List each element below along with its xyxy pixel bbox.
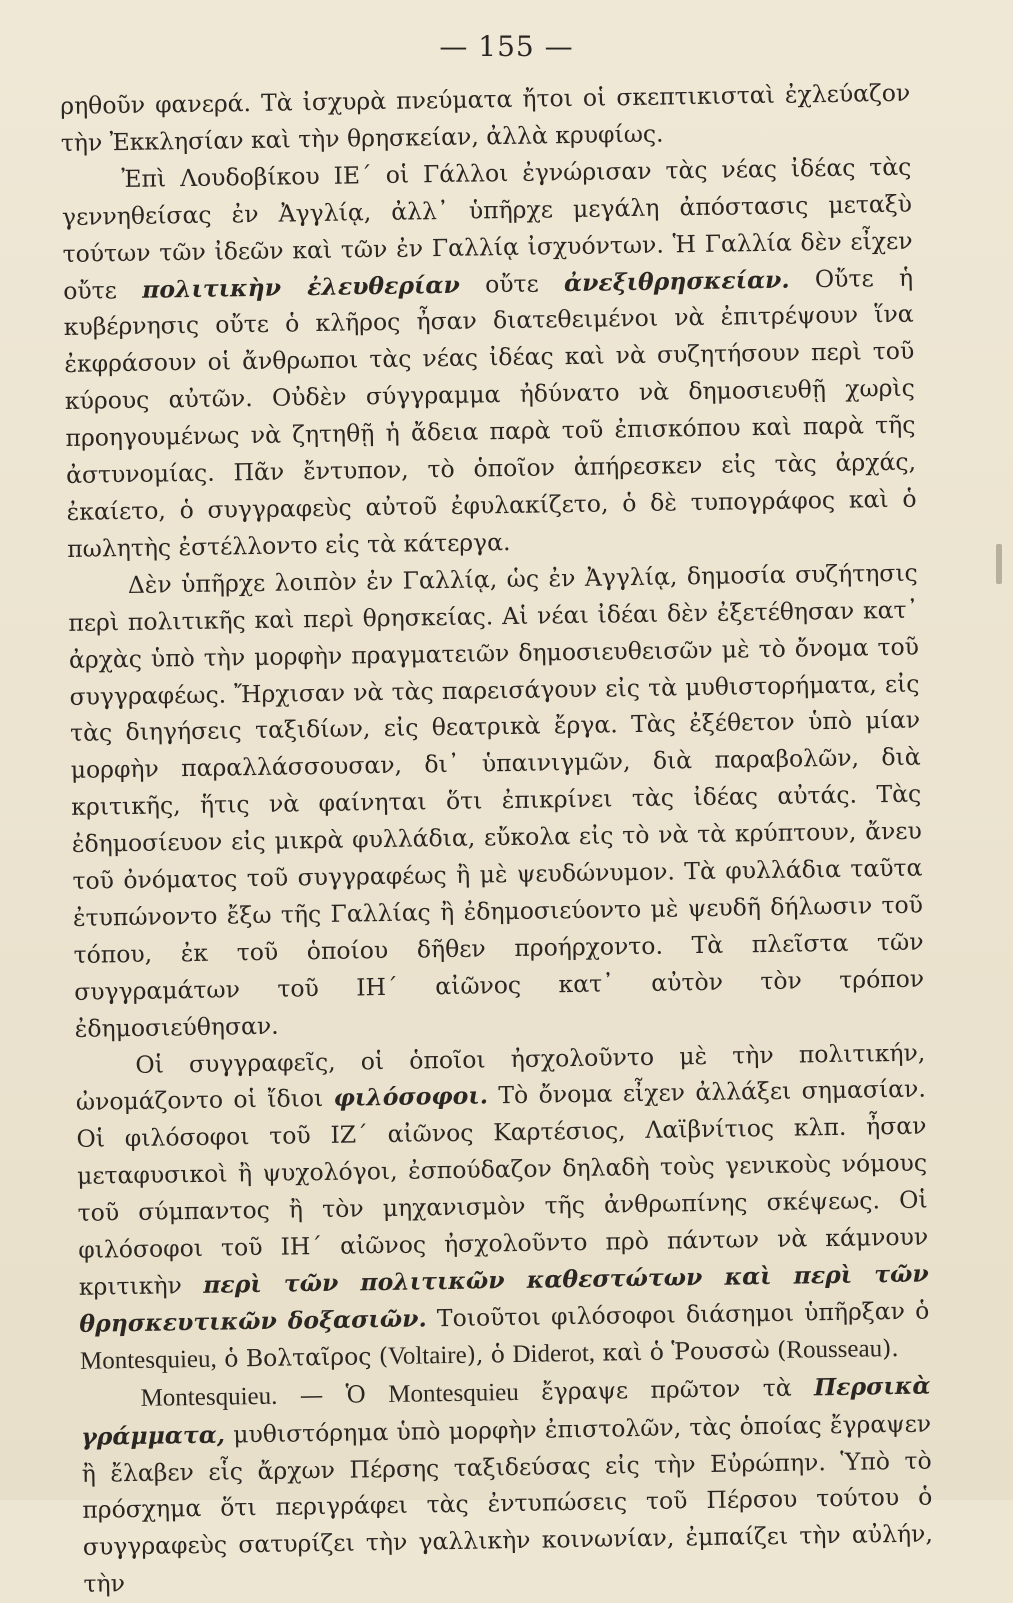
name-montesquieu: Montesquieu	[388, 1378, 519, 1408]
paragraph-5	[80, 1367, 933, 1603]
section-heading-montesquieu: Montesquieu.	[140, 1382, 278, 1412]
emphasis-philosophers: φιλόσοφοι.	[333, 1081, 489, 1113]
paragraph-4-text: ), ὁ	[466, 1339, 506, 1369]
emphasis-persian-letters: Περσικὰ γράμματα,	[80, 1371, 931, 1451]
paragraph-5-text: ἔγραψε πρῶτον τὰ	[540, 1373, 792, 1406]
paragraph-4	[75, 1034, 930, 1380]
paragraph-2-text: οὔτε	[484, 269, 539, 298]
paragraph-1-text: ρηθοῦν φανερά. Τὰ ἰσχυρὰ πνεύματα ἤτοι οἱ σκεπτικισταὶ ἐχλεύαζον τὴν Ἐκκλησίαν καὶ τὴν θρησκείαν, ἀλλὰ κρυφίως.	[60, 78, 911, 157]
paragraph-4-text: Οἱ συγγραφεῖς, οἱ ὁποῖοι ἠσχολοῦντο μὲ τὴν πολιτικήν, ὠνομάζοντο οἱ ἴδιοι	[75, 1038, 926, 1117]
paragraph-3-text: Δὲν ὑπῆρχε λοιπὸν ἐν Γαλλίᾳ, ὡς ἐν Ἀγγλίᾳ, δημοσία συζήτησις περὶ πολιτικῆς καὶ περὶ θρησκείας. Αἱ νέαι ἰδέαι δὲν ἐξετέθησαν κατ᾽ ἀρχὰς ὑπὸ τὴν μορφὴν πραγματειῶν δημοσιευθεισῶν μὲ τὸ ὄνομα τοῦ συγγραφέως. Ἤρχισαν νὰ τὰς παρεισάγουν εἰς τὰ μυθιστορήματα, εἰς τὰς διηγήσεις ταξιδίων, εἰς θεατρικὰ ἔργα. Τὰς ἐξέθετον ὑπὸ μίαν μορφὴν παραλλάσσουσαν, δι᾽ ὑπαινιγμῶν, διὰ παραβολῶν, διὰ κριτικῆς, ἥτις νὰ φαίνηται ὅτι ἐπικρίνει τὰς ἰδέας αὐτάς. Τὰς ἐδημοσίευον εἰς μικρὰ φυλλάδια, εὔκολα εἰς τὸ νὰ τὰ κρύπτουν, ἄνευ τοῦ ὀνόματος τοῦ συγγραφέως ἢ μὲ ψευδώνυμον. Τὰ φυλλάδια ταῦτα ἐτυπώνοντο ἔξω τῆς Γαλλίας ἢ ἐδημοσιεύοντο μὲ ψευδῆ δήλωσιν τοῦ τόπου, ἐκ τοῦ ὁποίου δῆθεν προήρχοντο. Τὰ πλεῖστα τῶν συγγραμάτων τοῦ ΙΗ΄ αἰῶνος κατ᾽ αὐτὸν τὸν τρόπον ἐδημοσιεύθησαν.	[68, 558, 925, 1043]
emphasis-criticism: περὶ τῶν πολιτικῶν καθεστώτων καὶ περὶ τῶν θρησκευτικῶν δοξασιῶν.	[79, 1259, 929, 1338]
paragraph-5-text: — Ὁ	[299, 1380, 367, 1410]
paragraph-2-text: Οὔτε ἡ κυβέρνησις οὔτε ὁ κλῆρος ἦσαν διατεθειμένοι νὰ ἐπιτρέψουν ἵνα ἐκφράσουν οἱ ἄνθρωποι τὰς νέας ἰδέας καὶ νὰ συζητήσουν περὶ τοῦ κύρους αὐτῶν. Οὐδὲν σύγγραμμα ἠδύνατο νὰ δημοσιευθῇ χωρὶς προηγουμένως νὰ ζητηθῇ ἡ ἄδεια παρὰ τοῦ ἐπισκόπου καὶ παρὰ τῆς ἀστυνομίας. Πᾶν ἔντυπον, τὸ ὁποῖον ἀπήρεσκεν εἰς τὰς ἀρχάς, ἐκαίετο, ὁ συγγραφεὺς αὐτοῦ ἐφυλακίζετο, ὁ δὲ τυπογράφος καὶ ὁ πωλητὴς ἐστέλλοντο εἰς τὰ κάτεργα.	[63, 263, 917, 563]
paragraph-2-text: Ἐπὶ Λουδοβίκου ΙΕ΄ οἱ Γάλλοι ἐγνώρισαν τὰς νέας ἰδέας τὰς γεννηθείσας ἐν Ἀγγλίᾳ, ἀλλ᾽ ὑπῆρχε μεγάλη ἀπόστασις μεταξὺ τούτων τῶν ἰδεῶν καὶ τῶν ἐν Γαλλίᾳ ἰσχυόντων. Ἡ Γαλλία δὲν εἶχεν οὔτε	[61, 152, 913, 305]
paragraph-1	[60, 75, 911, 162]
paragraph-3	[68, 554, 925, 1047]
paragraph-4-text: ὁ Βολταῖρος (	[224, 1341, 389, 1373]
name-montesquieu: Montesquieu,	[79, 1345, 217, 1375]
name-diderot: Diderot,	[512, 1339, 596, 1368]
name-rousseau: Rousseau	[786, 1335, 883, 1364]
body-text	[60, 75, 934, 1603]
paragraph-4-text: ).	[881, 1333, 899, 1363]
name-voltaire: Voltaire	[387, 1341, 467, 1370]
paragraph-4-text: Τὸ ὄνομα εἶχεν ἀλλάξει σημασίαν. Οἱ φιλόσοφοι τοῦ ΙΖ΄ αἰῶνος Καρτέσιος, Λαϊβνίτιος κλπ. ἦσαν μεταφυσικοὶ ἢ ψυχολόγοι, ἐσπούδαζον δηλαδὴ τοὺς γενικοὺς νόμους τοῦ σύμπαντος ἢ τὸν μηχανισμὸν τῆς ἀνθρωπίνης σκέψεως. Οἱ φιλόσοφοι τοῦ ΙΗ΄ αἰῶνος ἠσχολοῦντο πρὸ πάντων νὰ κάμνουν κριτικὴν	[76, 1074, 929, 1301]
paragraph-4-text: Τοιοῦτοι φιλόσοφοι διάσημοι ὑπῆρξαν ὁ	[436, 1296, 930, 1333]
page-edge-mark	[996, 544, 1002, 584]
emphasis-religious-tolerance: ἀνεξιθρησκείαν.	[563, 265, 790, 297]
paragraph-4-text: καὶ ὁ Ῥουσσὼ (	[602, 1335, 787, 1367]
paragraph-5-text: μυθιστόρημα ὑπὸ μορφὴν ἐπιστολῶν, τὰς ὁποίας ἔγραψεν ἢ ἔλαβεν εἷς ἄρχων Πέρσης ταξιδεύσας εἰς τὴν Εὐρώπην. Ὑπὸ τὸ πρόσχημα ὅτι περιγράφει τὰς ἐντυπώσεις τοῦ Πέρσου τούτου ὁ συγγραφεὺς σατυρίζει τὴν γαλλικὴν κοινωνίαν, ἐμπαίζει τὴν αὐλήν, τὴν	[81, 1409, 934, 1599]
emphasis-political-liberty: πολιτικὴν ἐλευθερίαν	[141, 270, 460, 304]
page-number: — 155 —	[439, 30, 574, 63]
paragraph-2	[61, 148, 917, 567]
